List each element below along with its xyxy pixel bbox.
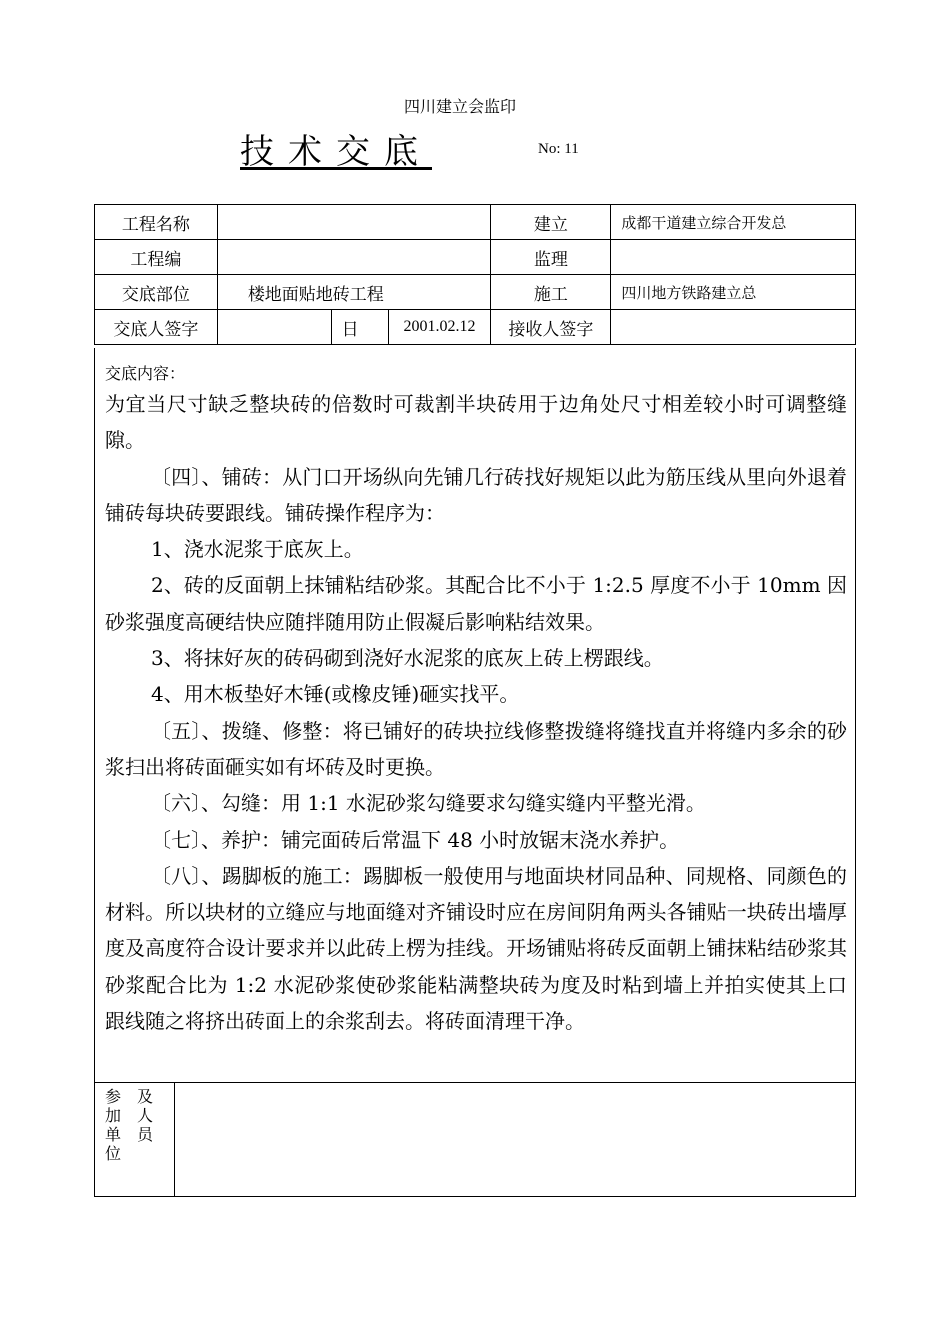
content-paragraph: 1、浇水泥浆于底灰上。 [151, 537, 364, 562]
content-section [94, 348, 856, 1083]
participants-section [94, 1082, 856, 1197]
content-paragraph: 〔六〕、勾缝：用 1:1 水泥砂浆勾缝要求勾缝实缝内平整光滑。 [151, 791, 706, 816]
content-paragraph: 〔八〕、踢脚板的施工：踢脚板一般使用与地面块材同品种、同规格、同颜色的材料。所以块材的立缝应与地面缝对齐铺设时应在房间阴角两头各铺贴一块砖出墙厚度及高度符合设计要求并以此砖上楞为挂线。开场铺贴将砖反面朝上铺抹粘结砂浆其砂浆配合比为 1:2 水泥砂浆使砂浆能粘满整块砖为度及时粘到墙上并拍实使其上口跟线随之将挤出砖面上的余浆刮去。将砖面清理干净。 [105, 863, 847, 1034]
table-row [95, 205, 856, 240]
content-paragraph: 为宜当尺寸缺乏整块砖的倍数时可裁割半块砖用于边角处尺寸相差较小时可调整缝隙。 [105, 392, 847, 453]
project-number-value [217, 240, 491, 275]
document-title: 技术交底 [240, 132, 432, 172]
divider [174, 1083, 175, 1196]
signer-label: 交底人签字 [95, 310, 218, 345]
content-paragraph: 2、砖的反面朝上抹铺粘结砂浆。其配合比不小于 1:2.5 厚度不小于 10mm 因砂浆强度高硬结快应随拌随用防止假凝后影响粘结效果。 [105, 573, 847, 634]
date-value: 2001.02.12 [388, 310, 491, 345]
construction-label: 施工 [491, 275, 611, 310]
project-name-value [217, 205, 491, 240]
supervision-label: 监理 [491, 240, 611, 275]
part-label: 交底部位 [95, 275, 218, 310]
builder-label: 建立 [491, 205, 611, 240]
construction-value: 四川地方铁路建立总 [611, 275, 856, 310]
table-row [95, 240, 856, 275]
content-paragraph: 〔七〕、养护：铺完面砖后常温下 48 小时放锯末浇水养护。 [151, 827, 680, 852]
project-name-label: 工程名称 [95, 205, 218, 240]
content-paragraph: 3、将抹好灰的砖码砌到浇好水泥浆的底灰上砖上楞跟线。 [151, 646, 664, 671]
content-paragraph: 〔四〕、铺砖：从门口开场纵向先铺几行砖找好规矩以此为筋压线从里向外退着铺砖每块砖要跟线。铺砖操作程序为： [105, 464, 847, 525]
supervisor-stamp-text: 四川建立会监印 [403, 97, 516, 116]
supervision-value [611, 240, 856, 275]
builder-value: 成都干道建立综合开发总 [611, 205, 856, 240]
content-paragraph: 〔五〕、拨缝、修整：将已铺好的砖块拉线修整拨缝将缝找直并将缝内多余的砂浆扫出将砖面砸实如有坏砖及时更换。 [105, 718, 847, 779]
part-value: 楼地面贴地砖工程 [217, 275, 491, 310]
document-number: No: 11 [538, 141, 579, 157]
table-row [95, 310, 856, 345]
receiver-value [611, 310, 856, 345]
project-info-table [94, 204, 856, 345]
participants-label: 参 及 加 人 单 员 位 [105, 1087, 154, 1163]
receiver-label: 接收人签字 [491, 310, 611, 345]
project-number-label: 工程编 [95, 240, 218, 275]
content-label: 交底内容： [105, 364, 186, 383]
content-paragraph: 4、用木板垫好木锤(或橡皮锤)砸实找平。 [151, 682, 520, 707]
day-label: 日 [331, 310, 388, 345]
content-body [105, 386, 847, 1039]
signer-value [217, 310, 331, 345]
table-row [95, 275, 856, 310]
